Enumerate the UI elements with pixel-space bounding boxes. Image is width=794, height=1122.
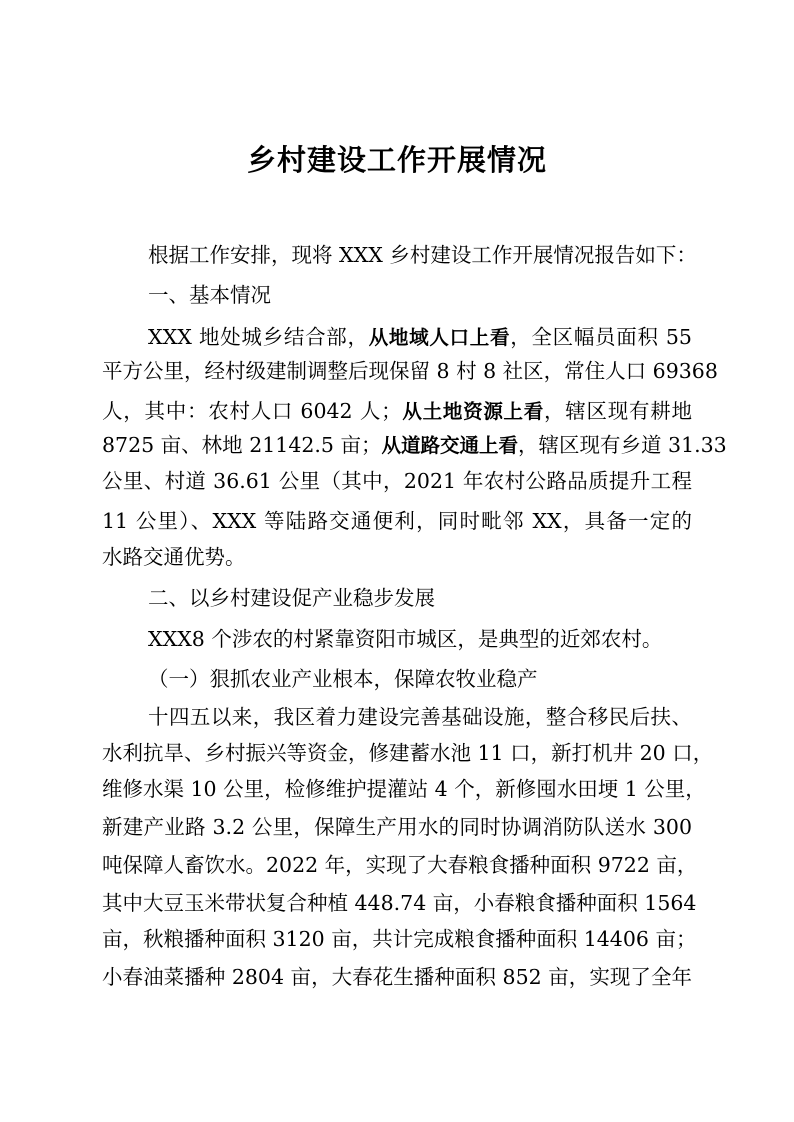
text-line: [102, 356, 718, 386]
text-segment: 小春油菜播种 2804 亩，大春花生播种面积 852 亩，实现了全年: [102, 965, 692, 989]
text-segment: 其中大豆玉米带状复合种植 448.74 亩，小春粮食播种面积 1564: [102, 891, 697, 915]
text-line: [102, 850, 698, 880]
text-segment: 8725 亩、林地 21142.5 亩；: [102, 433, 382, 457]
text-line: [102, 506, 692, 536]
text-line: [148, 624, 692, 654]
text-segment: ，辖区现有耕地: [544, 399, 692, 423]
text-segment: 维修水渠 10 公里，检修维护提灌站 4 个，新修囤水田埂 1 公里，: [102, 777, 706, 801]
text-segment: 根据工作安排，现将 XXX 乡村建设工作开展情况报告如下：: [148, 243, 697, 267]
bold-phrase: 从土地资源上看: [401, 400, 545, 423]
text-segment: ，全区幅员面积 55: [510, 325, 692, 349]
text-line: [102, 924, 697, 954]
text-segment: 十四五以来，我区着力建设完善基础设施，整合移民后扶、: [148, 705, 692, 729]
bold-phrase: 从道路交通上看: [381, 434, 519, 457]
bold-phrase: 从地域人口上看: [368, 326, 511, 349]
text-segment: 水路交通优势。: [102, 545, 246, 569]
text-segment: 水利抗旱、乡村振兴等资金，修建蓄水池 11 口，新打机井 20 口，: [102, 741, 714, 765]
text-line: [102, 466, 692, 496]
text-segment: 公里、村道 36.61 公里（其中，2021 年农村公路品质提升工程: [102, 469, 692, 493]
text-line: [102, 962, 692, 992]
text-line: [102, 774, 706, 804]
text-line: [102, 396, 692, 427]
text-line: [148, 240, 697, 270]
text-line: [102, 888, 697, 918]
text-line: [148, 583, 692, 613]
text-segment: XXX8 个涉农的村紧靠资阳市城区，是典型的近郊农村。: [148, 627, 663, 651]
text-segment: ，辖区现有乡道 31.33: [518, 433, 727, 457]
text-line: [148, 322, 692, 353]
page-title: 乡村建设工作开展情况: [246, 143, 547, 177]
text-line: [102, 812, 692, 842]
text-segment: 新建产业路 3.2 公里，保障生产用水的同时协调消防队送水 300: [102, 815, 692, 839]
text-line: [102, 430, 727, 461]
text-line: [102, 738, 714, 768]
text-segment: 亩，秋粮播种面积 3120 亩，共计完成粮食播种面积 14406 亩；: [102, 927, 697, 951]
text-segment: XXX 地处城乡结合部，: [148, 325, 369, 349]
text-segment: 11 公里）、XXX 等陆路交通便利，同时毗邻 XX，具备一定的: [102, 509, 692, 533]
text-line: [148, 702, 692, 732]
text-segment: 平方公里，经村级建制调整后现保留 8 村 8 社区，常住人口 69368: [102, 359, 718, 383]
text-line: [102, 542, 692, 572]
text-segment: 二、以乡村建设促产业稳步发展: [148, 586, 435, 610]
text-line: [148, 280, 692, 310]
text-segment: 一、基本情况: [148, 283, 271, 307]
text-segment: 吨保障人畜饮水。2022 年，实现了大春粮食播种面积 9722 亩，: [102, 853, 698, 877]
text-segment: 人，其中：农村人口 6042 人；: [102, 399, 402, 423]
text-line: [148, 664, 692, 694]
text-segment: （一）狠抓农业产业根本，保障农牧业稳产: [148, 667, 538, 691]
